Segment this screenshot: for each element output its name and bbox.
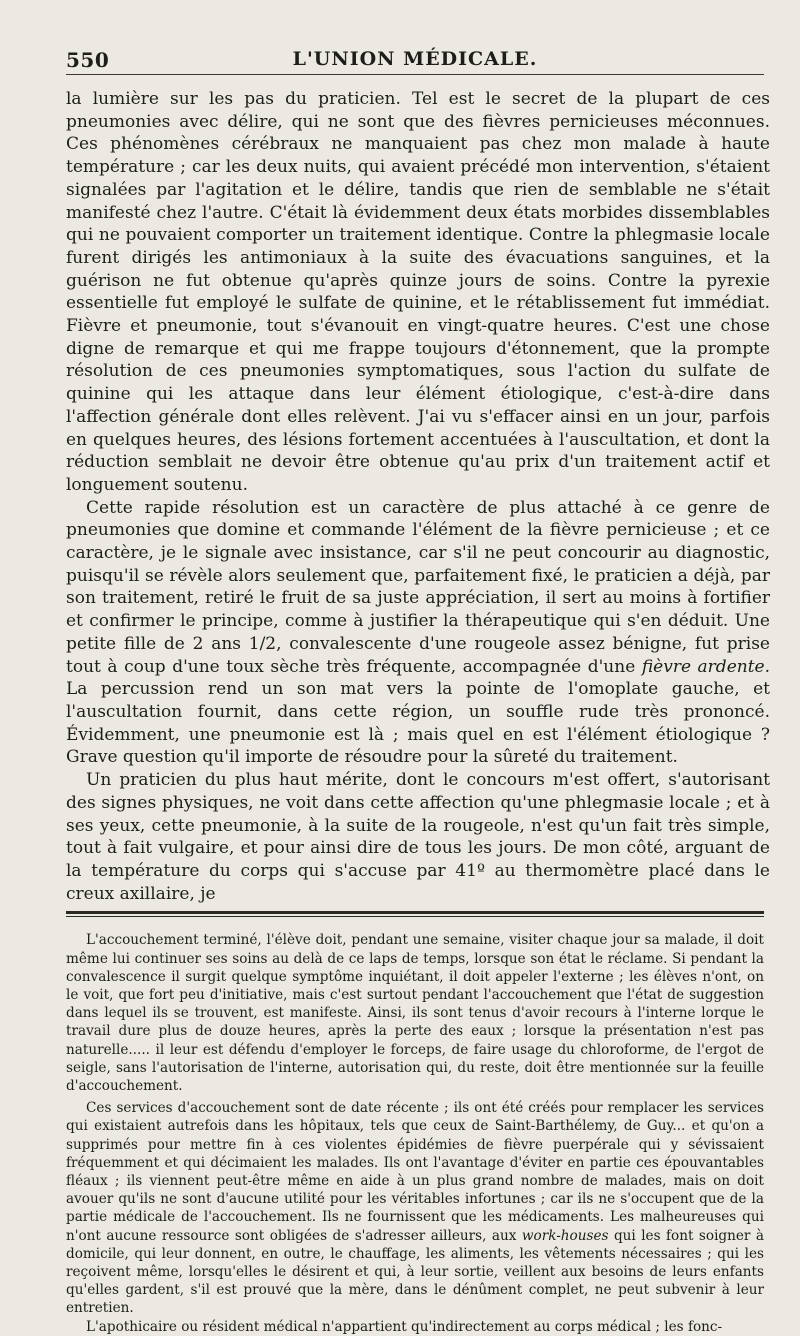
page-header xyxy=(66,40,764,75)
main-text xyxy=(66,88,770,905)
paragraph: Un praticien du plus haut mérite, dont le concours m'est offert, s'autorisant des signes physiques, ne voit dans cette affection qu'une phlegmasie locale ; et à ses yeux, cette pneumonie, à la suite de la rougeole, n'est qu'un fait très simple, tout à fait vulgaire, et pour ainsi dire de tous les jours. De mon côté, arguant de la température du corps qui s'accuse par 41º au thermomètre placé dans le creux axillaire, je xyxy=(66,770,770,904)
footnote-text: Ces services d'accouchement sont de date récente ; ils ont été créés pour remplacer les services qui existaient autrefois dans les hôpitaux, tels que ceux de Saint-Barthélemy, de Guy... et qu'on a supprimés pour mettre fin à ces violentes épidémies de fièvre puerpérale qui y sévissaient fréquemment et qui décimaient les malades. Ils ont l'avantage d'éviter en partie ces épouvantables fléaux ; ils viennent peut-être même en aide à un plus grand nombre de malades, mais on doit avouer qu'ils ne sont d'aucune utilité pour les véritables infortunes ; car ils ne s'occupent que de la partie médicale de l'accouchement. Ils ne fournissent que les médicaments. Les malheureuses qui n'ont aucune ressource sont obligées de s'adresser ailleurs, aux xyxy=(66,1100,764,1244)
footnote xyxy=(66,1099,764,1317)
footnote-text: qui les font soigner à domicile, qui leur donnent, en outre, le chauffage, les aliments, les vêtements nécessaires ; qui les reçoivent même, lorsqu'elles le désirent et qui, à leur sortie, veillent aux besoins de leurs enfants qu'elles gardent, s'il est prouvé que la mère, dans le dénûment complet, ne peut subvenir à leur entretien. xyxy=(66,1227,764,1317)
page-number: 550 xyxy=(66,48,110,72)
italic-term: work-houses xyxy=(521,1227,609,1244)
footnote: L'apothicaire ou résident médical n'appartient qu'indirectement au corps médical ; les fonc- xyxy=(86,1318,723,1335)
running-title: L'UNION MÉDICALE. xyxy=(292,48,538,70)
paragraph-text: La percussion rend un son mat vers la pointe de l'omoplate gauche, et l'auscultation fournit, dans cette région, un souffle rude très prononcé. Évidemment, une pneumonie est là ; mais quel en est l'élément étiologique ? Grave question qu'il importe de résoudre pour la sûreté du traitement. xyxy=(66,679,770,768)
footnote: L'accouchement terminé, l'élève doit, pendant une semaine, visiter chaque jour sa malade, il doit même lui continuer ses soins au delà de ce laps de temps, lorsque son état le réclame. Si pendant la convalescence il surgit quelque symptôme inquiétant, il doit appeler l'externe ; les élèves n'ont, on le voit, que fort peu d'initiative, mais c'est surtout pendant l'accouchement que l'état de suggestion dans lequel ils se trouvent, est manifeste. Ainsi, ils sont tenus d'avoir recours à l'interne lorque le travail dure plus de douze heures, après la perte des eaux ; lorsque la présentation n'est pas naturelle..... il leur est défendu d'employer le forceps, de faire usage du chloroforme, de l'ergot de seigle, sans l'autorisation de l'interne, autorisation qui, du reste, doit être mentionnée sur la feuille d'accouchement. xyxy=(66,932,764,1094)
footnote-separator xyxy=(66,911,764,917)
footnotes xyxy=(66,931,764,1335)
italic-term: fièvre ardente. xyxy=(641,656,770,677)
paragraph-text: Cette rapide résolution est un caractère de plus attaché à ce genre de pneumonies que domine et commande l'élément de la fièvre pernicieuse ; et ce caractère, je le signale avec insistance, car s'il ne peut concourir au diagnostic, puisqu'il se révèle alors seulement que, parfaitement fixé, le praticien a déjà, par son traitement, retiré le fruit de sa juste appréciation, il sert au moins à fortifier et confirmer le principe, comme à justifier la thérapeutique qui s'en déduit. Une petite fille de 2 ans 1/2, convalescente d'une rougeole assez bénigne, fut prise tout à coup d'une toux sèche très fréquente, accompagnée d'une xyxy=(66,497,770,677)
paragraph: la lumière sur les pas du praticien. Tel est le secret de la plupart de ces pneumonies avec délire, qui ne sont que des fièvres pernicieuses méconnues. Ces phénomènes cérébraux ne manquaient pas chez mon malade à haute température ; car les deux nuits, qui avaient précédé mon intervention, s'étaient signalées par l'agitation et le délire, tandis que rien de semblable ne s'était manifesté chez l'autre. C'était là évidemment deux états morbides dissemblables qui ne pouvaient comporter un traitement identique. Contre la phlegmasie locale furent dirigés les antimoniaux à la suite des évacuations sanguines, et la guérison ne fut obtenue qu'après quinze jours de soins. Contre la pyrexie essentielle fut employé le sulfate de quinine, et le rétablissement fut immédiat. Fièvre et pneumonie, tout s'évanouit en vingt-quatre heures. C'est une chose digne de remarque et qui me frappe toujours d'étonnement, que la prompte résolution de ces pneumonies symptomatiques, sous l'action du sulfate de quinine qui les attaque dans leur élément étiologique, c'est-à-dire dans l'affection générale dont elles relèvent. J'ai vu s'effacer ainsi en un jour, parfois en quelques heures, des lésions fortement accentuées à l'auscultation, et dont la réduction semblait ne devoir être obtenue qu'au prix d'un traitement actif et longuement soutenu. xyxy=(66,89,770,495)
paragraph xyxy=(66,497,770,769)
